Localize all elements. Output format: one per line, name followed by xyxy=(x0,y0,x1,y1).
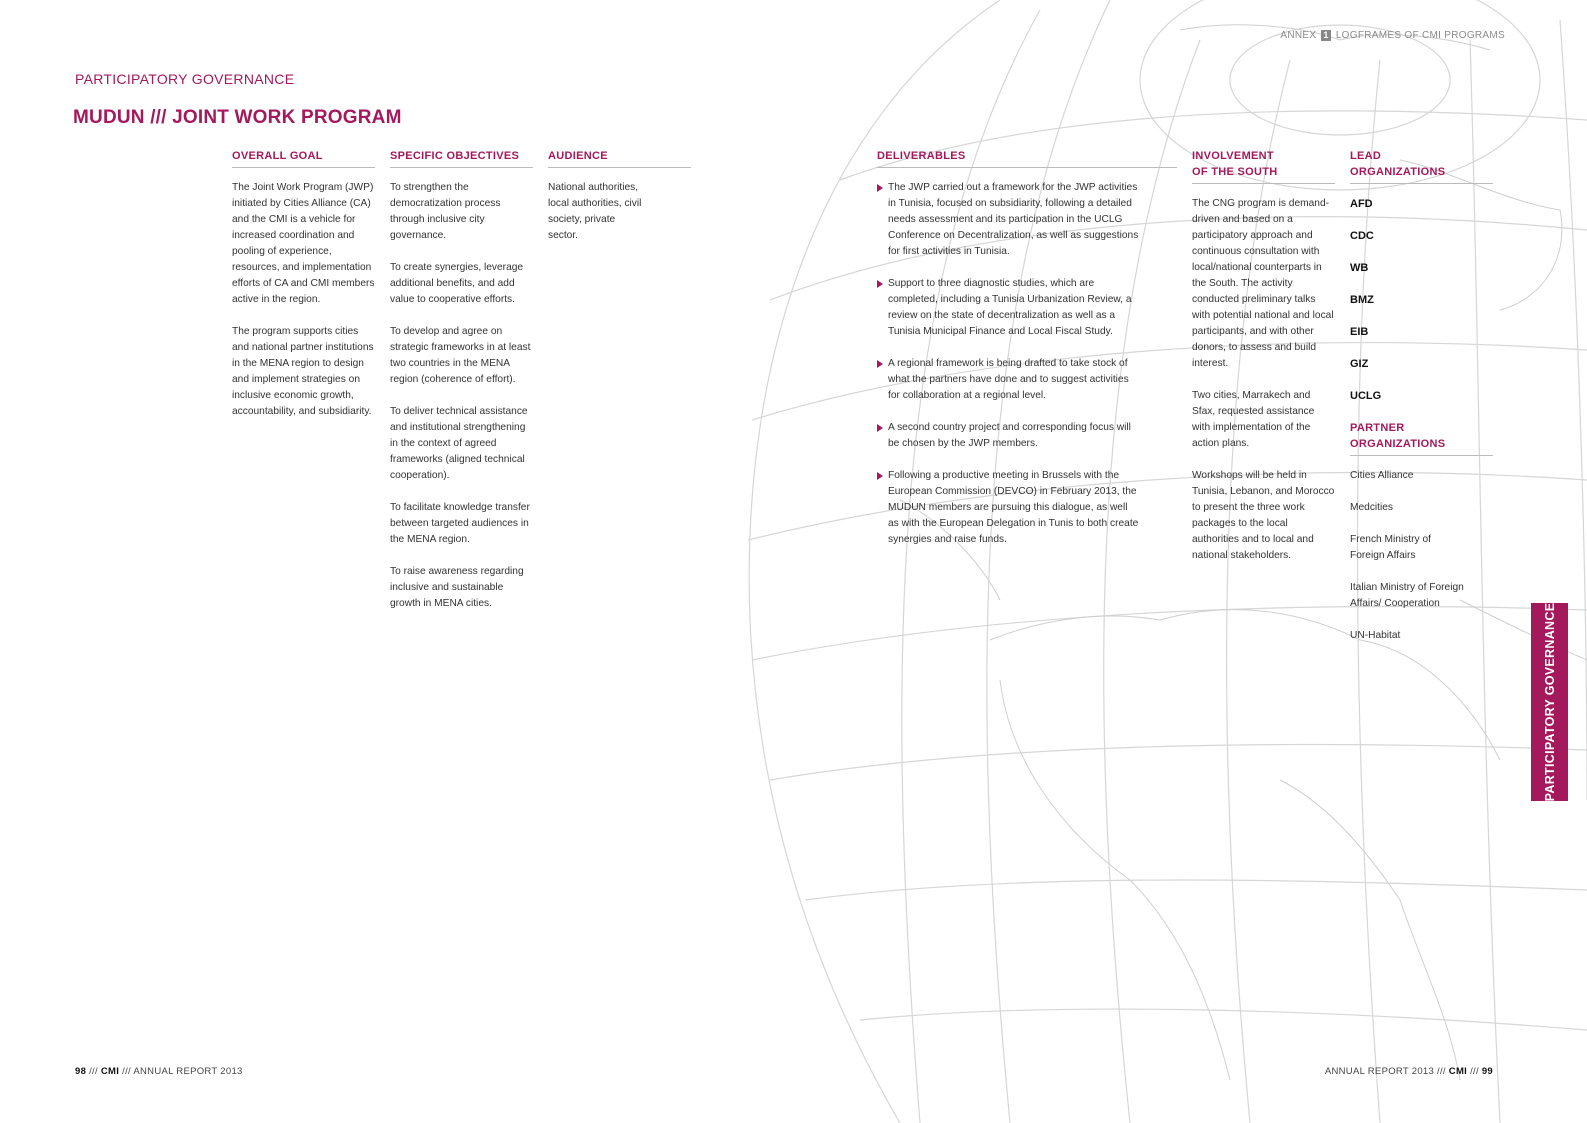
lead-organizations-list xyxy=(1350,196,1493,404)
involvement-column xyxy=(1192,148,1335,580)
deliverables-column xyxy=(877,148,1177,564)
overall-goal-heading: OVERALL GOAL xyxy=(232,148,375,168)
page-number-left: 98 xyxy=(75,1066,87,1077)
audience-paragraph: National authorities, local authorities, civil society, private sector. xyxy=(548,182,642,241)
audience-body xyxy=(548,180,648,244)
bullet-triangle-icon xyxy=(877,360,883,368)
specific-objectives-column xyxy=(390,148,533,628)
partner-organization: Medcities xyxy=(1350,502,1394,513)
annex-number: 1 xyxy=(1323,30,1329,40)
specific-objectives-body xyxy=(390,180,533,612)
involvement-paragraph: The CNG program is demand-driven and based on a participatory approach and continuous consultation with local/national counterparts in the South. The activity conducted preliminary talks with potential national and local participants, and with other donors, to assess and build interest. xyxy=(1192,198,1334,369)
bullet-triangle-icon xyxy=(877,424,883,432)
lead-organization: WB xyxy=(1350,262,1369,274)
footer-left-sep2: /// ANNUAL REPORT 2013 xyxy=(119,1066,243,1077)
side-tab xyxy=(1531,603,1568,801)
partner-heading-line1: PARTNER xyxy=(1350,422,1405,434)
objective-paragraph: To develop and agree on strategic frameworks in at least two countries in the MENA region (coherence of effort). xyxy=(390,326,531,385)
lead-organization: BMZ xyxy=(1350,294,1374,306)
deliverable-item xyxy=(877,468,1139,548)
lead-organization: UCLG xyxy=(1350,390,1382,402)
page-title: MUDUN /// JOINT WORK PROGRAM xyxy=(73,107,402,128)
deliverable-text: Support to three diagnostic studies, which are completed, including a Tunisia Urbanization Review, a review on the state of decentralization as well as a Tunisia Municipal Finance and Local Fiscal Study. xyxy=(888,278,1132,337)
deliverable-item xyxy=(877,276,1139,340)
overall-goal-paragraph: The Joint Work Program (JWP) initiated by Cities Alliance (CA) and the CMI is a vehicle for increased coordination and pooling of experience, resources, and implementation efforts of CA and CMI members active in the region. xyxy=(232,182,375,305)
partner-organization: Cities Alliance xyxy=(1350,470,1414,481)
deliverable-text: A regional framework is being drafted to take stock of what the partners have done and to suggest activities for collaboration at a regional level. xyxy=(888,358,1129,401)
involvement-body xyxy=(1192,196,1335,564)
bullet-triangle-icon xyxy=(877,280,883,288)
deliverable-text: Following a productive meeting in Brussels with the European Commission (DEVCO) in February 2013, the MUDUN members are pursuing this dialogue, as well as with the European Delegation in Tunis to both create synergies and raise funds. xyxy=(888,470,1139,545)
objective-paragraph: To deliver technical assistance and institutional strengthening in the context of agreed frameworks (aligned technical cooperation). xyxy=(390,406,528,481)
objective-paragraph: To strengthen the democratization process through inclusive city governance. xyxy=(390,182,501,241)
deliverable-item xyxy=(877,420,1139,452)
audience-heading: AUDIENCE xyxy=(548,148,691,168)
lead-organization: AFD xyxy=(1350,198,1373,210)
footer-left xyxy=(75,1066,243,1077)
involvement-paragraph: Two cities, Marrakech and Sfax, requested assistance with implementation of the action plans. xyxy=(1192,390,1315,449)
involvement-heading-line2: OF THE SOUTH xyxy=(1192,166,1278,178)
lead-organization: CDC xyxy=(1350,230,1374,242)
overall-goal-paragraph: The program supports cities and national partner institutions in the MENA region to design and implement strategies on inclusive economic growth, accountability, and subsidiarity. xyxy=(232,326,374,417)
overall-goal-column xyxy=(232,148,375,436)
deliverable-text: The JWP carried out a framework for the JWP activities in Tunisia, focused on subsidiarity, following a detailed needs assessment and its participation in the UCLG Conference on Decentralization, as well as suggestions for first activities in Tunisia. xyxy=(888,182,1139,257)
partner-heading-line2: ORGANIZATIONS xyxy=(1350,438,1446,450)
objective-paragraph: To create synergies, leverage additional benefits, and add value to cooperative efforts. xyxy=(390,262,524,305)
deliverables-list xyxy=(877,180,1139,548)
partner-organizations-list xyxy=(1350,468,1468,644)
deliverable-item xyxy=(877,356,1139,404)
section-label: PARTICIPATORY GOVERNANCE xyxy=(75,71,295,87)
audience-column xyxy=(548,148,691,260)
partner-organization: Italian Ministry of Foreign Affairs/ Cooperation xyxy=(1350,582,1464,609)
lead-organization: GIZ xyxy=(1350,358,1369,370)
lead-organizations-column xyxy=(1350,148,1493,660)
footer-left-brand: CMI xyxy=(100,1066,120,1077)
involvement-heading-line1: INVOLVEMENT xyxy=(1192,150,1274,162)
annex-title: LOGFRAMES OF CMI PROGRAMS xyxy=(1335,30,1505,41)
page-number-right: 99 xyxy=(1481,1066,1493,1077)
partner-organization: UN-Habitat xyxy=(1350,630,1401,641)
lead-heading-line1: LEAD xyxy=(1350,150,1382,162)
specific-objectives-heading: SPECIFIC OBJECTIVES xyxy=(390,148,533,168)
footer-right xyxy=(1200,1066,1493,1077)
bullet-triangle-icon xyxy=(877,184,883,192)
objective-paragraph: To facilitate knowledge transfer between targeted audiences in the MENA region. xyxy=(390,502,530,545)
footer-right-sep: /// xyxy=(1467,1066,1482,1077)
involvement-paragraph: Workshops will be held in Tunisia, Lebanon, and Morocco to present the three work packages to the local authorities and to local and national stakeholders. xyxy=(1192,470,1335,561)
involvement-heading xyxy=(1192,148,1335,184)
deliverable-text: A second country project and corresponding focus will be chosen by the JWP members. xyxy=(888,422,1131,449)
deliverable-item xyxy=(877,180,1139,260)
lead-heading xyxy=(1350,148,1493,184)
annex-header xyxy=(1205,30,1505,41)
side-tab-label: PARTICIPATORY GOVERNANCE xyxy=(1542,602,1557,802)
objective-paragraph: To raise awareness regarding inclusive and sustainable growth in MENA cities. xyxy=(390,566,524,609)
partner-organization: French Ministry of Foreign Affairs xyxy=(1350,534,1431,561)
footer-right-prefix: ANNUAL REPORT 2013 /// xyxy=(1324,1066,1449,1077)
overall-goal-body xyxy=(232,180,375,420)
footer-left-sep1: /// xyxy=(86,1066,101,1077)
annex-prefix: ANNEX xyxy=(1280,30,1317,41)
footer-right-brand: CMI xyxy=(1448,1066,1468,1077)
lead-organization: EIB xyxy=(1350,326,1369,338)
deliverables-heading: DELIVERABLES xyxy=(877,148,1177,168)
bullet-triangle-icon xyxy=(877,472,883,480)
lead-heading-line2: ORGANIZATIONS xyxy=(1350,166,1446,178)
partner-heading xyxy=(1350,420,1493,456)
